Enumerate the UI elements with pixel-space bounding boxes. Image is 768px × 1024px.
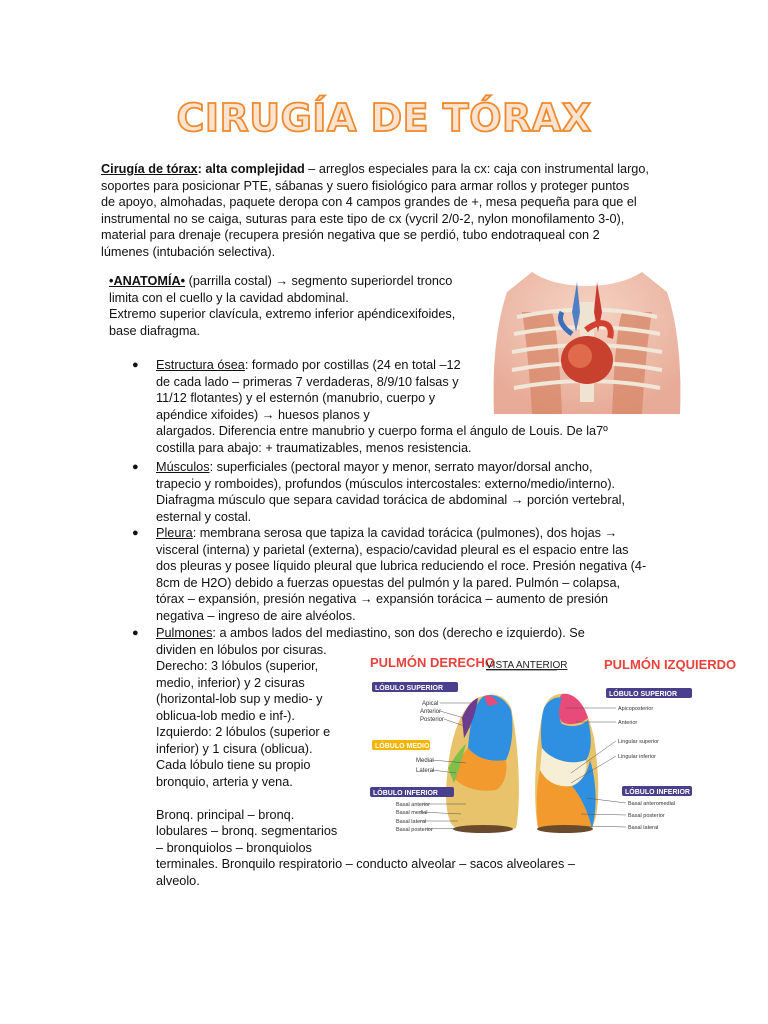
bullet-line: medio, inferior) y 2 cisuras xyxy=(156,675,305,690)
segment-label: Medial xyxy=(416,758,434,764)
right-superior-lobe-label: LÓBULO SUPERIOR xyxy=(375,685,444,692)
bullet-line: : formado por costillas (24 en total –12 xyxy=(244,358,461,372)
intro-line: material para drenaje (recupera presión negativa que se perdió, tubo endotraqueal con 2 xyxy=(101,228,600,243)
segment-label: Basal lateral xyxy=(396,819,427,825)
bullet-line: : superficiales (pectoral mayor y menor, serrato mayor/dorsal ancho, xyxy=(209,460,593,474)
bullet-line: Diafragma músculo que separa cavidad torácica de abdominal → porción vertebral, xyxy=(156,493,625,507)
right-middle-lobe-label: LÓBULO MEDIO xyxy=(375,743,430,750)
bullet-line: alveolo. xyxy=(156,873,200,888)
bullet-line: (horizontal-lob sup y medio- y xyxy=(156,692,323,706)
bullet-line: lobulares – bronq. segmentarios xyxy=(156,824,338,838)
bullet-line: inferior) y 1 cisura (oblicua). xyxy=(156,741,313,756)
bullet-icon: ● xyxy=(132,461,139,473)
left-superior-lobe-label: LÓBULO SUPERIOR xyxy=(609,691,678,698)
bullet-line: Derecho: 3 lóbulos (superior, xyxy=(156,659,319,673)
bullet-icon: ● xyxy=(132,359,139,371)
segment-label: Basal medial xyxy=(396,810,428,816)
bullet-line: bronquio, arteria y vena. xyxy=(156,774,293,789)
bullet-line: tórax – expansión, presión negativa → expansión torácica – aumento de presión xyxy=(156,592,609,606)
lung-lobes-diagram xyxy=(366,648,737,833)
bullet-term: Pulmones xyxy=(156,626,213,640)
left-inferior-lobe-label: LÓBULO INFERIOR xyxy=(625,789,690,796)
segment-label: Basal anteromedial xyxy=(628,801,676,807)
anatomia-line: base diafragma. xyxy=(109,323,200,338)
bullet-line: – bronquiolos – bronquiolos xyxy=(156,840,312,855)
intro-term: Cirugía de tórax xyxy=(101,162,198,176)
intro-bold-phrase: alta complejidad xyxy=(205,162,305,176)
bullet-line: terminales. Bronquilo respiratorio – conducto alveolar – sacos alveolares – xyxy=(156,857,575,871)
left-lung-title: PULMÓN DERECHO xyxy=(370,655,495,670)
segment-label: Anterior xyxy=(420,709,442,715)
list-item-estructura-osea xyxy=(132,357,608,456)
bullet-term: Estructura ósea xyxy=(156,358,245,372)
anatomia-line: limita con el cuello y la cavidad abdominal. xyxy=(109,290,349,305)
segment-label: Lingular superior xyxy=(618,739,659,745)
intro-colon: : xyxy=(197,162,206,176)
list-item-musculos xyxy=(132,459,676,525)
intro-line: soportes para posicionar PTE, sábanas y suero fisiológico para armar rollos y proteger puntos xyxy=(101,178,630,193)
bullet-line: 8cm de H2O) debido a fuerzas opuestas del pulmón y la pared. Pulmón – colapsa, xyxy=(156,575,621,590)
bullet-term: Músculos xyxy=(156,460,210,474)
segment-label: Lingular inferior xyxy=(618,754,656,760)
bullet-term: Pleura xyxy=(156,526,193,540)
segment-label: Basal posterior xyxy=(396,827,433,833)
bullet-line: de cada lado – primeras 7 verdaderas, 8/9/10 falsas y xyxy=(156,374,459,389)
bullet-line: Cada lóbulo tiene su propio xyxy=(156,758,311,772)
bullet-line: costilla para abajo: + traumatizables, menos resistencia. xyxy=(156,440,472,455)
view-title: VISTA ANTERIOR xyxy=(486,660,568,671)
bullet-line: 11/12 flotantes) y el esternón (manubrio, cuerpo y xyxy=(156,391,436,405)
bullet-line: negativa – ingreso de aire alvéolos. xyxy=(156,608,356,623)
bullet-line: visceral (interna) y parietal (externa), espacio/cavidad pleural es el espacio entre las xyxy=(156,542,629,557)
segment-label: Lateral xyxy=(416,768,435,774)
intro-line: instrumental no se caiga, suturas para este tipo de cx (vycril 2/0-2, nylon monofilamento 3-0), xyxy=(101,211,625,226)
page-title: CIRUGÍA DE TÓRAX xyxy=(176,96,592,140)
bullet-line: Izquierdo: 2 lóbulos (superior e xyxy=(156,725,331,739)
anatomia-line: Extremo superior clavícula, extremo inferior apéndicexifoides, xyxy=(109,307,456,322)
bullet-line: apéndice xifoides) → huesos planos y xyxy=(156,407,370,422)
thorax-illustration xyxy=(492,272,682,414)
bullet-line: dividen en lóbulos por cisuras. xyxy=(156,642,327,657)
anatomia-line: (parrilla costal) → segmento superiordel tronco xyxy=(185,274,453,288)
bullet-line: Bronq. principal – bronq. xyxy=(156,807,295,822)
segment-label: Basal lateral xyxy=(628,825,659,831)
bullet-line: trapecio y romboides), profundos (músculos intercostales: externo/medio/interno). xyxy=(156,476,616,491)
anatomia-paragraph xyxy=(109,273,479,339)
intro-line: lúmenes (intubación selectiva). xyxy=(101,244,276,259)
segment-label: Anterior xyxy=(618,720,638,726)
segment-label: Apicoposterior xyxy=(618,706,654,712)
bullet-line: : a ambos lados del mediastino, son dos (derecho e izquierdo). Se xyxy=(212,626,585,640)
segment-label: Apical xyxy=(422,701,439,707)
intro-line: – arreglos especiales para la cx: caja con instrumental largo, xyxy=(304,162,649,176)
bullet-line: oblicua-lob medio e inf-). xyxy=(156,708,295,723)
bullet-line: esternal y costal. xyxy=(156,509,252,524)
segment-label: Basal posterior xyxy=(628,813,665,819)
intro-line: de apoyo, almohadas, paquete deropa con 4 campos grandes de +, mesa pequeña para que el xyxy=(101,195,637,210)
list-item-pleura xyxy=(132,525,676,624)
anatomia-label: •ANATOMÍA• xyxy=(109,274,186,288)
right-inferior-lobe-label: LÓBULO INFERIOR xyxy=(373,790,438,797)
bullet-icon: ● xyxy=(132,627,139,639)
bullet-line: alargados. Diferencia entre manubrio y cuerpo forma el ángulo de Louis. De la7º xyxy=(156,424,608,438)
bullet-icon: ● xyxy=(132,527,139,539)
segment-label: Basal anterior xyxy=(396,802,430,808)
segment-label: Posterior xyxy=(420,717,445,723)
right-lung-title: PULMÓN IZQUIERDO xyxy=(604,657,737,672)
bullet-line: dos pleuras y posee líquido pleural que lubrica reduciendo el roce. Presión negativa (4- xyxy=(156,559,647,573)
bullet-line: : membrana serosa que tapiza la cavidad torácica (pulmones), dos hojas → xyxy=(192,526,618,540)
intro-paragraph xyxy=(101,161,676,261)
